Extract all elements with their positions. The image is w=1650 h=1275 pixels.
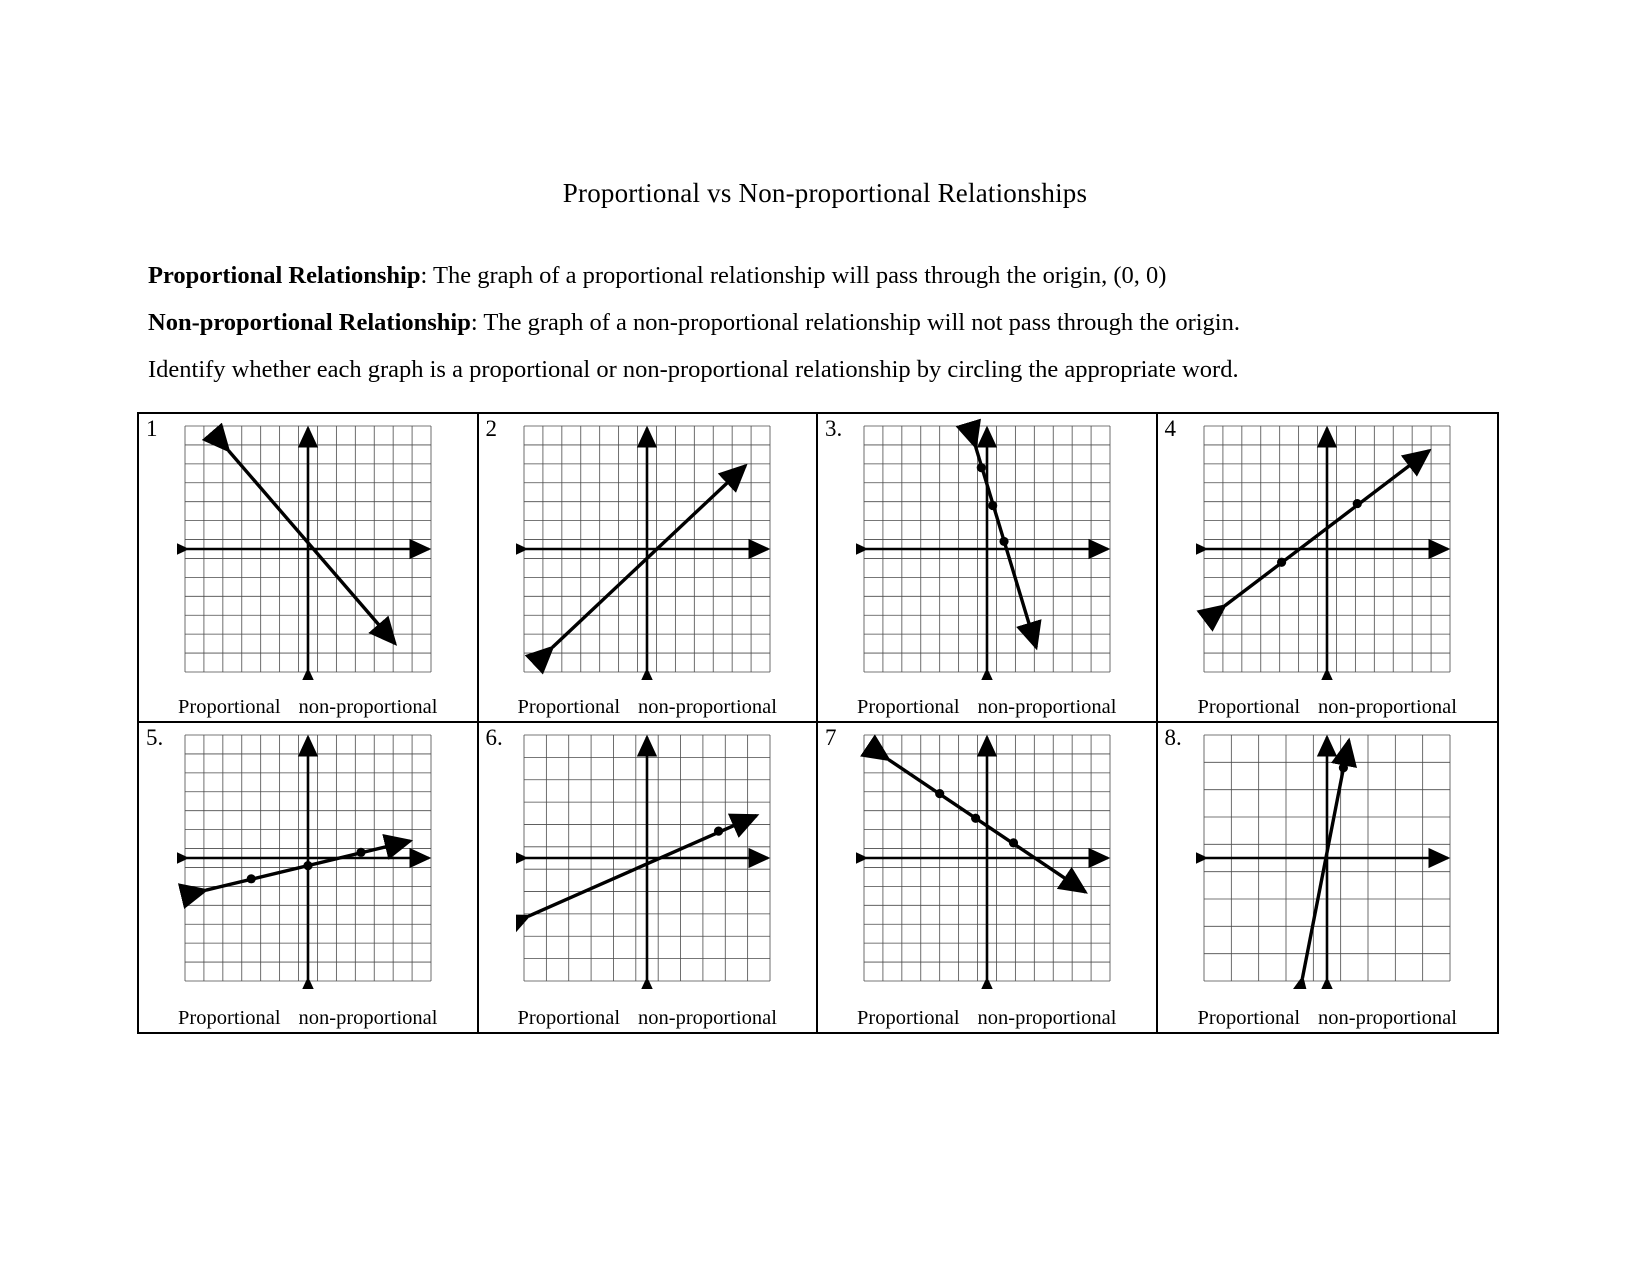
answer-choices xyxy=(1158,1007,1498,1030)
answer-option-proportional[interactable]: Proportional xyxy=(857,696,960,718)
definition-proportional-text: : The graph of a proportional relationship will pass through the origin, (0, 0) xyxy=(420,262,1167,289)
problem-number: 6. xyxy=(485,725,503,750)
answer-choices xyxy=(479,1007,817,1030)
problem-cell xyxy=(479,723,819,1032)
answer-option-non-proportional[interactable]: non-proportional xyxy=(1318,696,1457,718)
problem-cell xyxy=(818,414,1158,723)
problem-number: 3. xyxy=(825,416,843,441)
problem-number: 5. xyxy=(146,725,164,750)
answer-option-proportional[interactable]: Proportional xyxy=(1197,696,1301,718)
problem-number: 7 xyxy=(825,725,837,750)
page-title: Proportional vs Non-proportional Relationships xyxy=(562,178,1088,208)
problem-number: 4 xyxy=(1164,416,1176,441)
coordinate-graph xyxy=(139,727,477,997)
definition-non-proportional xyxy=(148,299,1538,346)
coordinate-graph xyxy=(139,418,477,688)
problem-cell xyxy=(139,414,479,723)
answer-choices xyxy=(139,696,477,719)
problem-number: 2 xyxy=(485,416,497,441)
answer-option-proportional[interactable]: Proportional xyxy=(517,696,621,718)
answer-option-proportional[interactable]: Proportional xyxy=(178,1007,281,1029)
answer-option-non-proportional[interactable]: non-proportional xyxy=(977,1007,1117,1029)
problem-cell xyxy=(1158,414,1498,723)
problem-cell xyxy=(139,723,479,1032)
answer-option-non-proportional[interactable]: non-proportional xyxy=(1318,1007,1457,1029)
answer-option-proportional[interactable]: Proportional xyxy=(178,696,281,718)
answer-option-non-proportional[interactable]: non-proportional xyxy=(977,696,1117,718)
answer-choices xyxy=(1158,696,1498,719)
problem-number: 1 xyxy=(146,416,158,441)
problem-cell xyxy=(818,723,1158,1032)
problem-number: 8. xyxy=(1164,725,1182,750)
problem-grid xyxy=(137,412,1499,1034)
definition-proportional xyxy=(148,252,1538,299)
answer-choices xyxy=(139,1007,477,1030)
answer-option-proportional[interactable]: Proportional xyxy=(1197,1007,1301,1029)
coordinate-graph xyxy=(479,727,817,997)
answer-option-non-proportional[interactable]: non-proportional xyxy=(638,1007,777,1029)
problem-cell xyxy=(1158,723,1498,1032)
definition-non-proportional-text: : The graph of a non-proportional relationship will not pass through the origin. xyxy=(470,309,1240,336)
coordinate-graph xyxy=(818,727,1156,997)
answer-choices xyxy=(818,696,1156,719)
coordinate-graph xyxy=(818,418,1156,688)
definition-proportional-term: Proportional Relationship xyxy=(148,262,421,289)
answer-option-non-proportional[interactable]: non-proportional xyxy=(298,696,438,718)
intro-text-block xyxy=(148,252,1538,393)
definition-non-proportional-term: Non-proportional Relationship xyxy=(148,309,471,336)
answer-option-non-proportional[interactable]: non-proportional xyxy=(638,696,777,718)
instructions: Identify whether each graph is a proportional or non-proportional relationship by circling the appropriate word. xyxy=(148,356,1239,383)
answer-option-non-proportional[interactable]: non-proportional xyxy=(298,1007,438,1029)
answer-choices xyxy=(818,1007,1156,1030)
coordinate-graph xyxy=(1158,727,1498,997)
problem-cell xyxy=(479,414,819,723)
answer-option-proportional[interactable]: Proportional xyxy=(857,1007,960,1029)
coordinate-graph xyxy=(479,418,817,688)
answer-option-proportional[interactable]: Proportional xyxy=(517,1007,621,1029)
answer-choices xyxy=(479,696,817,719)
coordinate-graph xyxy=(1158,418,1498,688)
